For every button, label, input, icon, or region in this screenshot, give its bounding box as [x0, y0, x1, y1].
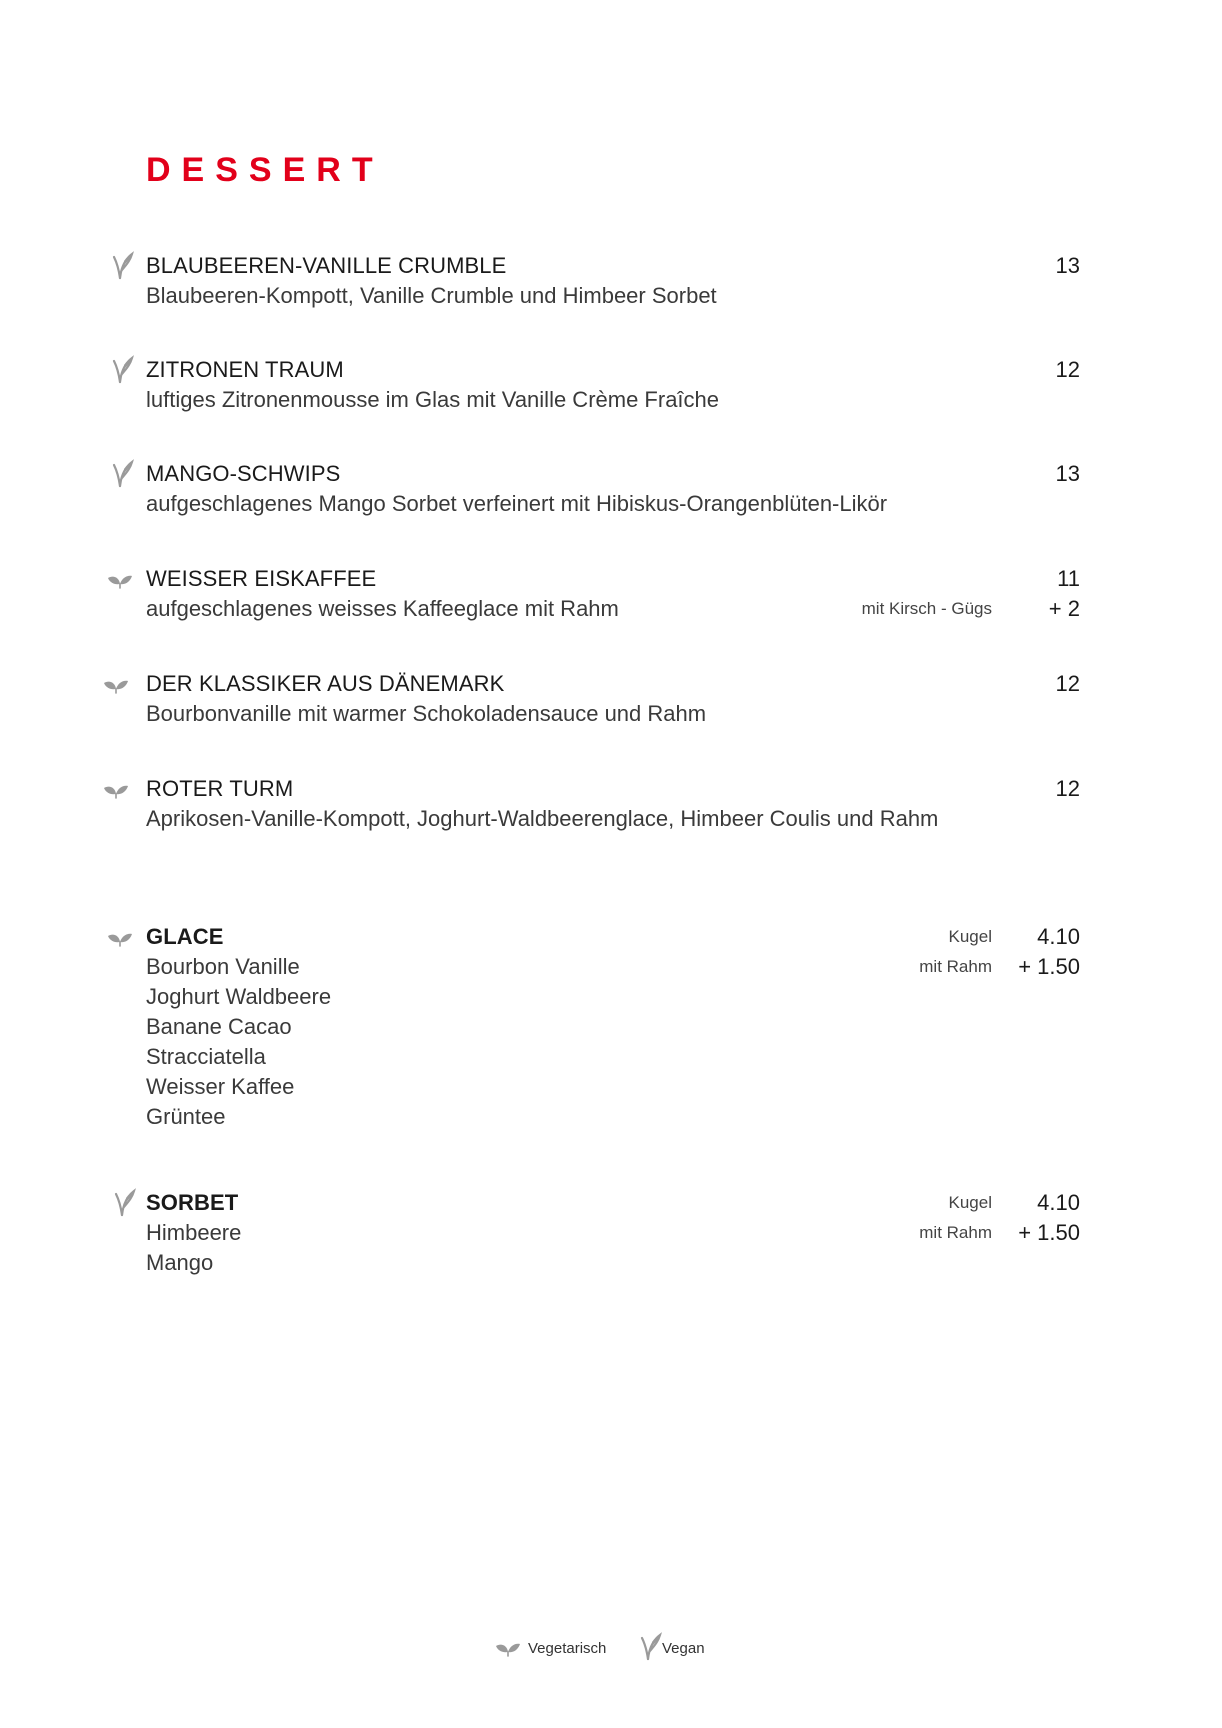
flavor-item: Mango: [146, 1250, 214, 1275]
flavor-item: Bourbon Vanille: [146, 954, 300, 979]
extra-option-label: mit Kirsch - Gügs: [861, 599, 992, 618]
unit-price: 4.10: [1037, 924, 1080, 949]
flavor-item: Banane Cacao: [146, 1014, 292, 1039]
flavor-item: Stracciatella: [146, 1044, 266, 1069]
dish-price: 12: [1055, 776, 1080, 801]
flavor-item: Joghurt Waldbeere: [146, 984, 332, 1009]
vegetarian-icon: [102, 671, 130, 701]
glace-title: GLACE: [146, 924, 224, 949]
dish-description: luftiges Zitronenmousse im Glas mit Vanille Crème Fraîche: [146, 387, 720, 412]
sorbet-title: SORBET: [146, 1190, 239, 1215]
flavor-list: [146, 1218, 241, 1278]
extra-option-price: + 1.50: [1018, 954, 1080, 979]
unit-label: Kugel: [948, 927, 992, 946]
vegetarian-icon: [106, 566, 134, 596]
flavor-item: Himbeere: [146, 1220, 242, 1245]
unit-label: Kugel: [948, 1193, 992, 1212]
dish-description: aufgeschlagenes weisses Kaffeeglace mit Rahm: [146, 596, 619, 621]
flavor-item: Grüntee: [146, 1104, 226, 1129]
dish-description: Blaubeeren-Kompott, Vanille Crumble und Himbeer Sorbet: [146, 283, 717, 308]
dish-price: 11: [1057, 566, 1080, 591]
vegetarian-icon: [102, 776, 130, 806]
extra-option-label: mit Rahm: [919, 1223, 992, 1242]
page-title: DESSERT: [146, 151, 384, 189]
dish-description: Aprikosen-Vanille-Kompott, Joghurt-Waldbeerenglace, Himbeer Coulis und Rahm: [146, 806, 939, 831]
vegan-icon: [636, 1632, 664, 1662]
vegan-icon: [108, 459, 136, 489]
legend-label: Vegetarisch: [528, 1640, 607, 1657]
dish-price: 13: [1055, 461, 1080, 486]
extra-option-price: + 2: [1048, 596, 1080, 621]
dish-name: DER KLASSIKER AUS DÄNEMARK: [146, 671, 505, 696]
extra-option-price: + 1.50: [1018, 1220, 1080, 1245]
vegetarian-icon: [106, 924, 134, 954]
flavor-item: Weisser Kaffee: [146, 1074, 295, 1099]
vegan-icon: [108, 355, 136, 385]
dish-price: 12: [1055, 357, 1080, 382]
extra-option-label: mit Rahm: [919, 957, 992, 976]
unit-price: 4.10: [1037, 1190, 1080, 1215]
dish-description: aufgeschlagenes Mango Sorbet verfeinert mit Hibiskus-Orangenblüten-Likör: [146, 491, 888, 516]
dish-price: 12: [1055, 671, 1080, 696]
vegan-icon: [108, 251, 136, 281]
dish-name: WEISSER EISKAFFEE: [146, 566, 377, 591]
dish-name: ROTER TURM: [146, 776, 294, 801]
dish-description: Bourbonvanille mit warmer Schokoladensauce und Rahm: [146, 701, 707, 726]
legend-label: Vegan: [662, 1640, 705, 1657]
vegan-icon: [110, 1188, 138, 1218]
dish-name: ZITRONEN TRAUM: [146, 357, 344, 382]
dish-name: BLAUBEEREN-VANILLE CRUMBLE: [146, 253, 507, 278]
flavor-list: [146, 952, 331, 1132]
vegetarian-icon: [494, 1634, 522, 1664]
dish-name: MANGO-SCHWIPS: [146, 461, 341, 486]
dish-price: 13: [1055, 253, 1080, 278]
